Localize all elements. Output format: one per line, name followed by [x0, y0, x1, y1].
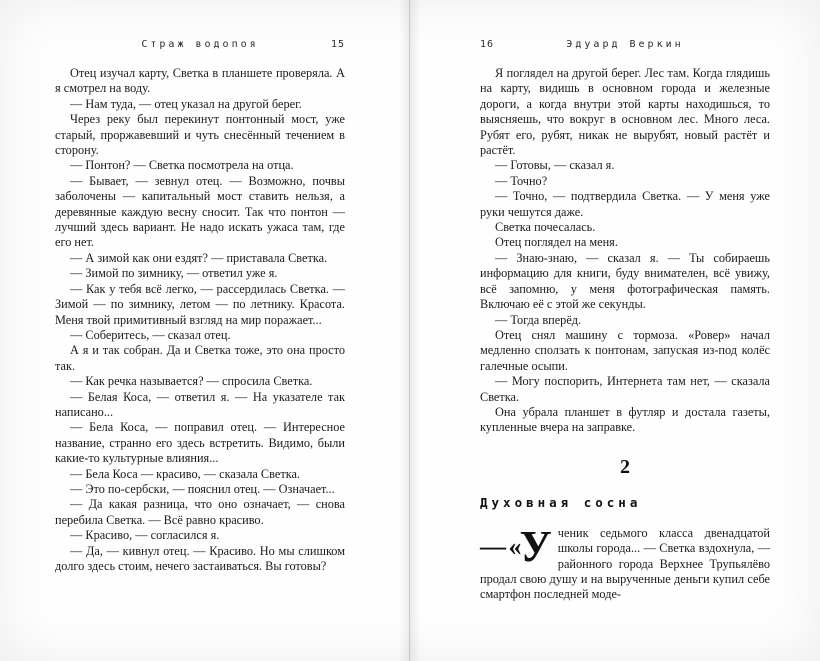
page-right	[410, 0, 820, 661]
paragraph: — Бела Коса, — поправил отец. — Интересное название, странно его здесь встретить. Видимо, были какие-то культурные влияния...	[55, 420, 345, 466]
paragraph: — Это по-сербски, — пояснил отец. — Означает...	[70, 481, 335, 496]
paragraph: — Точно?	[495, 173, 548, 188]
chapter-number: 2	[620, 455, 630, 478]
paragraph: — Красиво, — согласился я.	[70, 528, 220, 543]
page-body-left	[55, 66, 345, 574]
book-spine-shadow	[399, 0, 421, 661]
dropcap	[480, 521, 552, 571]
page-number-left: 15	[330, 39, 345, 50]
chapter-opening-paragraph	[480, 521, 770, 603]
book-title: Страж водопоя	[141, 39, 259, 50]
running-head-left	[55, 38, 345, 52]
paragraph: Я поглядел на другой берег. Лес там. Когда глядишь на карту, видишь в основном города и железные дороги, а когда внутри этой карты находишься, то выясняешь, что вокруг в основном лес. Много леса. Рубят его, рубят, никак не вырубят, новый растёт и растёт.	[480, 66, 770, 158]
paragraph: — Точно, — подтвердила Светка. — У меня уже руки чешутся даже.	[480, 189, 770, 219]
author-name: Эдуард Веркин	[566, 39, 684, 50]
paragraph: — Соберитесь, — сказал отец.	[70, 327, 231, 342]
paragraph: — Понтон? — Светка посмотрела на отца.	[70, 158, 294, 173]
paragraph: — А зимой как они ездят? — приставала Светка.	[70, 250, 328, 265]
paragraph: Она убрала планшет в футляр и достала газеты, купленные вчера на заправке.	[480, 404, 770, 435]
paragraph: Светка почесалась.	[495, 220, 596, 235]
paragraph: — Готовы, — сказал я.	[495, 158, 615, 173]
paragraph: — Нам туда, — отец указал на другой берег.	[70, 96, 302, 111]
paragraph: Отец снял машину с тормоза. «Ровер» начал медленно сползать к понтонам, запуская из-под колёс галечные осыпи.	[480, 327, 770, 373]
paragraph: — Знаю-знаю, — сказал я. — Ты собираешь информацию для книги, буду внимателен, всё увижу, всё запомню, у меня фотографическая память. Включаю её с этой же секунды.	[480, 250, 770, 312]
paragraph: — Как речка называется? — спросила Светка.	[70, 374, 313, 389]
paragraph: Через реку был перекинут понтонный мост, уже старый, проржавевший и чуть снесённый течением в сторону.	[55, 112, 345, 158]
paragraph: Отец изучал карту, Светка в планшете проверяла. А я смотрел на воду.	[55, 66, 345, 96]
paragraph: — Бывает, — зевнул отец. — Возможно, почвы заболочены — капитальный мост ставить нельзя, а деревянные каждую весну сносит. Так что понтон — лучший здесь вариант. Не надо искать ужаса там, где его нет.	[55, 173, 345, 250]
paragraph: — Как у тебя всё легко, — рассердилась Светка. — Зимой — по зимнику, летом — по летнику. Красота. Меня твой примитивный взгляд на мир поражает...	[55, 281, 345, 327]
paragraph: — Бела Коса — красиво, — сказала Светка.	[70, 466, 301, 481]
page-number-right: 16	[480, 39, 495, 50]
paragraph: — Да какая разница, что оно означает, — снова перебила Светка. — Всё равно красиво.	[55, 497, 345, 527]
paragraph: Отец поглядел на меня.	[495, 235, 618, 250]
dropcap-dash: — «	[480, 531, 520, 561]
paragraph: — Могу поспорить, Интернета там нет, — сказала Светка.	[480, 374, 770, 404]
chapter-title: Духовная сосна	[480, 494, 642, 510]
paragraph: А я и так собран. Да и Светка тоже, это она просто так.	[55, 343, 345, 373]
running-head-right	[480, 38, 770, 52]
page-body-right	[480, 66, 770, 436]
paragraph: — Да, — кивнул отец. — Красиво. Но мы слишком долго здесь стоим, нечего застаиваться. Вы готовы?	[55, 543, 345, 573]
opening-text: ченик седьмого класса двенадцатой школы города... — Светка вздохнула, — районного города Верхнее Трупьялёво продал свою душу и на вырученные деньги купил себе смартфон последней моде-	[480, 525, 770, 602]
paragraph: — Тогда вперёд.	[495, 312, 582, 327]
dropcap-letter: У	[519, 521, 552, 571]
book-spine-line	[409, 0, 410, 661]
paragraph: — Зимой по зимнику, — ответил уже я.	[70, 266, 278, 281]
paragraph: — Белая Коса, — ответил я. — На указателе так написано...	[55, 389, 345, 419]
